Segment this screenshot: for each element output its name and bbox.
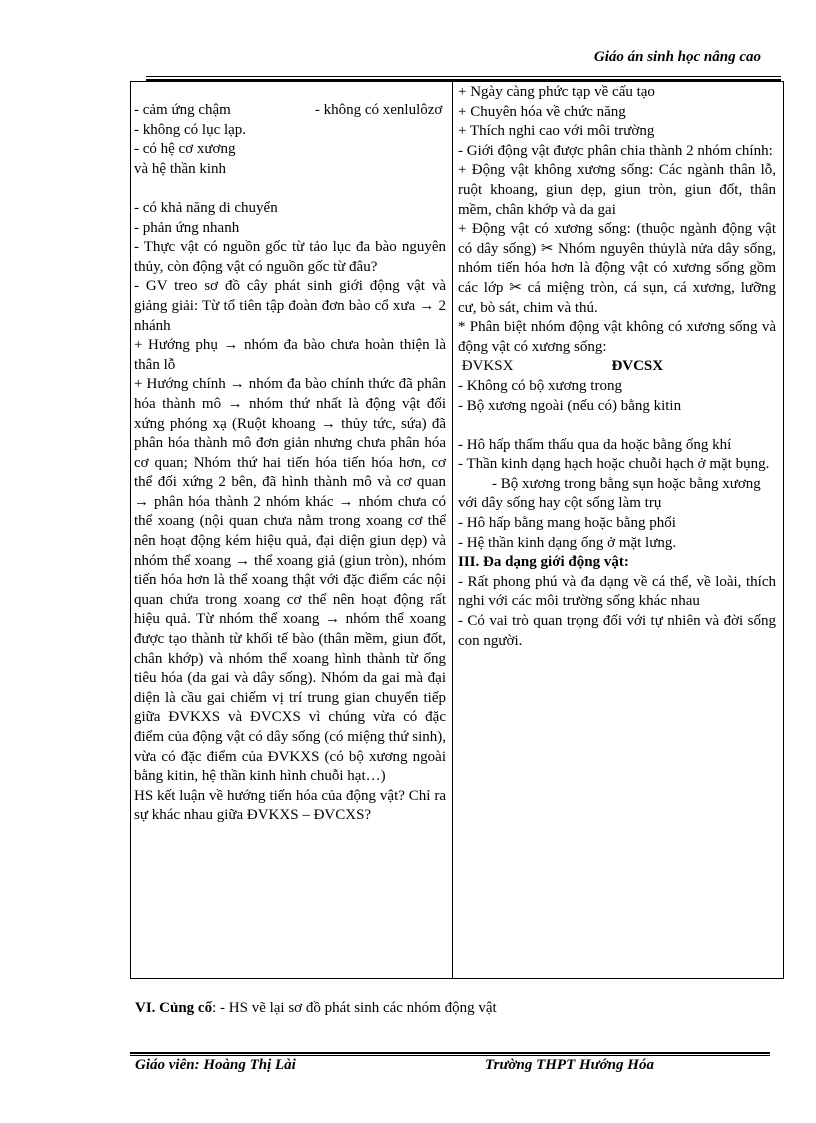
right-vertebrates: + Động vật có xương sống: (thuộc ngành động vật có dây sống) ✂ Nhóm nguyên thủylà nửa dây sống, nhóm tiến hóa hơn là động vật có xương sống gồm các lớp ✂ cá miệng tròn, cá sụn, cá xương, lưỡng cư, bò sát, chim và thú. [458, 221, 776, 316]
left-row-slow-response: - cảm ứng chậm - không có xenlulôzơ [134, 102, 443, 118]
dvcsx-label: ĐVCSX [611, 358, 664, 375]
right-text: - Rất phong phú và đa dạng về cá thể, về loài, thích nghi với các môi trường sống khác nhau [458, 573, 776, 610]
right-text: - Hệ thần kinh dạng ống ở mặt lưng. [458, 534, 677, 551]
dvksx-label: ĐVKSX [461, 358, 514, 375]
left-main-branch: + Hướng chính → nhóm đa bào chính thức đã phân hóa thành mô → nhóm thứ nhất là động vật đối xứng phóng xạ (Ruột khoang → thủy tức, sứa) đã phân hóa thành mô đơn giản nhưng chưa phân hóa cơ quan; Nhóm thứ hai tiến hóa tiến hóa hơn, cơ thể đối xứng 2 bên, đã hình thành mô và cơ quan → phân hóa thành 2 nhóm khác → nhóm chưa có thể xoang (nội quan chưa nằm trong xoang cơ thể nên hoạt động kém hiệu quả, đại diện giun dẹp) và nhóm thể xoang → thể xoang giả (giun tròn), nhóm tiến hóa hơn là thể xoang thật với đặc điểm các nội quan chứa trong xoang cơ thể nên hoạt động rất hiệu quả. Từ nhóm thể xoang → nhóm thể xoang được tạo thành từ khối tế bào (thân mềm, giun đốt, chân khớp) và nhóm thể xoang hình thành từ ống tiêu hóa (da gai và dây sống). Nhóm da gai mà đại diện là cầu gai chiếm vị trí trung gian chuyển tiếp giữa ĐVKXS và ĐVCXS vì chúng vừa có đặc điểm của động vật có dây sống (có miệng thứ sinh), vừa có đặc điểm của ĐVKXS (có bộ xương ngoài bằng kitin, hệ thần kinh hình chuỗi hạt…) [134, 376, 446, 785]
right-group-labels [458, 357, 776, 377]
header-rule-thin [146, 76, 781, 77]
right-text: - Hô hấp bằng mang hoặc bằng phổi [458, 515, 676, 532]
left-question-origin: - Thực vật có nguồn gốc từ tảo lục đa bào nguyên thủy, còn động vật có nguồn gốc từ đâu? [134, 239, 446, 275]
right-text: + Chuyên hóa về chức năng [458, 103, 626, 120]
document-header-title: Giáo án sinh học nâng cao [593, 49, 761, 65]
left-secondary-branch: + Hướng phụ → nhóm đa bào chưa hoàn thiện là thân lỗ [134, 337, 446, 373]
footer-rule-thick [130, 1052, 770, 1054]
right-column [458, 83, 776, 651]
left-text: - có khả năng di chuyển [134, 199, 278, 216]
left-student-conclusion: HS kết luận về hướng tiến hóa của động vật? Chỉ ra sự khác nhau giữa ĐVKXS – ĐVCXS? [134, 787, 446, 824]
left-text: - có hệ cơ xương [134, 141, 236, 158]
right-text: + Thích nghi cao với môi trường [458, 123, 655, 140]
right-text: - Giới động vật được phân chia thành 2 nhóm chính: [458, 142, 773, 159]
consolidation-line [135, 1000, 497, 1017]
left-text: - phản ứng nhanh [134, 219, 240, 236]
footer-teacher: Giáo viên: Hoàng Thị Lài [135, 1057, 296, 1073]
left-column [134, 101, 446, 826]
no-cellulose-text: - không có xenlulôzơ [314, 102, 443, 118]
right-text: - Có vai trò quan trọng đối với tự nhiên và đời sống con người. [458, 613, 776, 649]
left-teacher-diagram: - GV treo sơ đồ cây phát sinh giới động vật và giảng giải: Từ tổ tiên tập đoàn đơn bào cổ xưa → 2 nhánh [134, 278, 446, 334]
table-column-divider [452, 81, 453, 979]
footer-school: Trường THPT Hướng Hóa [485, 1057, 654, 1073]
right-text: - Thần kinh dạng hạch hoặc chuỗi hạch ở mặt bụng.- Bộ xương trong bằng sụn hoặc bằng xương với dây sống hay cột sống làm trụ [458, 456, 770, 512]
right-text: - Không có bộ xương trong [458, 377, 622, 394]
consolidation-text: : - HS vẽ lại sơ đồ phát sinh các nhóm động vật [212, 1000, 497, 1016]
footer-rule-thin [130, 1055, 770, 1056]
right-text: - Bộ xương ngoài (nếu có) bằng kitin [458, 397, 682, 414]
right-text: + Ngày càng phức tạp về cấu tạo [458, 84, 655, 100]
right-text: - Hô hấp thẩm thấu qua da hoặc bằng ống khí [458, 436, 732, 453]
right-invertebrates: + Động vật không xương sống: Các ngành thân lỗ, ruột khoang, giun dẹp, giun tròn, giun đốt, thân mềm, chân khớp và da gai [458, 162, 776, 218]
consolidation-label: VI. Củng cố [135, 1000, 213, 1016]
left-text: và hệ thần kinh [134, 160, 227, 177]
left-text: - không có lục lạp. [134, 121, 247, 138]
section-heading-diversity: III. Đa dạng giới động vật: [458, 554, 629, 571]
right-compare-heading: * Phân biệt nhóm động vật không có xương sống và động vật có xương sống: [458, 319, 776, 355]
